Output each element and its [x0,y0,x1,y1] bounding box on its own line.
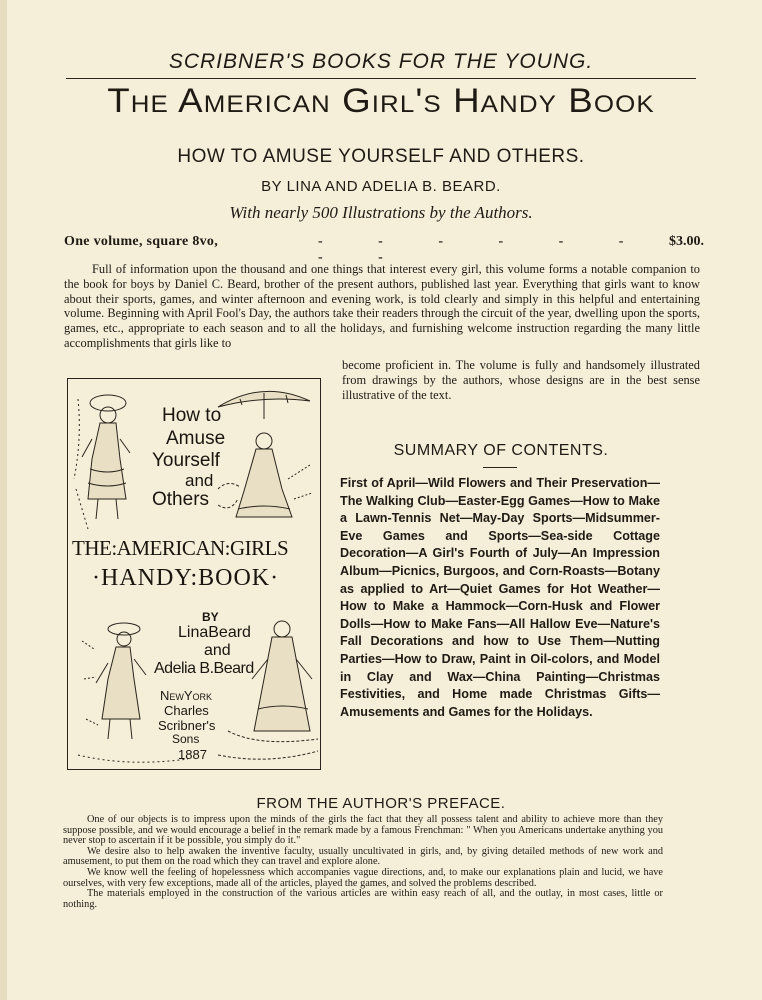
summary-contents: First of April—Wild Flowers and Their Preservation—The Walking Club—Easter-Egg Games—How to Make a Lawn-Tennis Net—May-Day Sports—Midsummer-Eve Games and Sports—Sea-side Cottage Decoration—A Girl's Fourth of July—An Impression Album—Picnics, Burgoos, and Corn-Roasts—Botany as applied to Art—Quiet Games for Hot Weather—How to Make a Hammock—Corn-Husk and Flower Dolls—How to Make Fans—All Hallow Eve—Nature's Fall Decorations and how to Use Them—Nutting Parties—How to Draw, Paint in Oil-colors, and Model in Clay and Wax—China Painting—Christmas Festivities, and Home made Christmas Gifts—Amusements and Games for the Holidays. [340,476,660,719]
cover-publisher-3: Scribner's [158,718,216,733]
preface-paragraph: We know well the feeling of hopelessness which accompanies vague directions, and, to make our explanations plain and lucid, we have ourselves, with very few exceptions, made all of the articles, played the games, and solved the problems described. [63,866,663,889]
book-price: $3.00. [669,234,704,249]
parasol-lady-icon [218,391,312,517]
book-subtitle: HOW TO AMUSE YOURSELF AND OTHERS. [177,146,585,167]
book-authors: BY LINA AND ADELIA B. BEARD. [261,178,501,195]
girl-figure-icon [74,395,130,529]
cover-book-title-2: ·HANDY:BOOK· [92,565,280,591]
book-cover-illustration [67,378,321,770]
cover-by: BY [202,610,219,624]
cover-line-3: Yourself [152,450,220,471]
small-girl-icon [82,623,146,739]
preface-text [63,815,663,910]
book-title: The American Girl's Handy Book [107,82,655,120]
cover-author-2: Adelia B.Beard [154,660,254,677]
cover-line-5: Others [152,489,210,510]
summary-rule [483,467,517,468]
cover-book-title-1: THE:AMERICAN:GIRLS [72,536,289,560]
intro-continuation: become proficient in. The volume is fully and handsomely illustrated from drawings by the authors, whose designs are in the best sense illustrative of the text. [342,358,700,402]
summary-heading: SUMMARY OF CONTENTS. [393,442,609,459]
price-leader: - - - - - - - - [318,234,650,265]
cover-line-2: Amuse [166,428,226,449]
intro-text: Full of information upon the thousand and one things that interest every girl, this volume forms a notable companion to the book for boys by Daniel C. Beard, brother of the present authors, published last year. Everything that girls want to know about their sports, games, and winter afternoon and evening work, is told clearly and simply in this helpful and entertaining volume. Beginning with April Fool's Day, the authors take their readers through the circuit of the year, dwelling upon the sports, games, etc., appropriate to each season and to all the holidays, and furnishing welcome instruction regarding the many little accomplishments that girls like to [64,262,700,350]
cover-line-1: How to [162,405,222,426]
cover-line-4: and [185,471,214,490]
cover-year: 1887 [178,747,207,762]
preface-heading: FROM THE AUTHOR'S PREFACE. [256,795,506,812]
illustrations-note: With nearly 500 Illustrations by the Authors. [229,203,533,222]
cover-publisher-1: NewYork [160,688,213,703]
preface-paragraph: One of our objects is to impress upon the minds of the girls the fact that they all possess talent and ability to achieve more than they suppose possible, and we would encourage a belief in the remark made by a famous Frenchman: " When you Americans undertake anything you never stop to ascertain if it be possible, you simply do it." [63,814,663,847]
cover-publisher-4: Sons [172,732,200,746]
cover-publisher-2: Charles [164,703,209,718]
preface-paragraph: The materials employed in the construction of the various articles are within easy reach of all, and the outlay, in most cases, little or nothing. [63,888,663,910]
series-heading: SCRIBNER'S BOOKS FOR THE YOUNG. [168,50,594,73]
price-line [64,234,704,265]
cover-author-1: LinaBeard [178,624,251,641]
cover-and: and [204,642,231,659]
intro-paragraph [64,262,700,402]
volume-format: One volume, square 8vo, [64,234,219,249]
series-rule [66,78,696,79]
preface-paragraph: We desire also to help awaken the inventive faculty, usually uncultivated in girls, and, by giving detailed methods of new work and amusement, to put them on the road which they can travel and explore alone. [63,845,663,868]
